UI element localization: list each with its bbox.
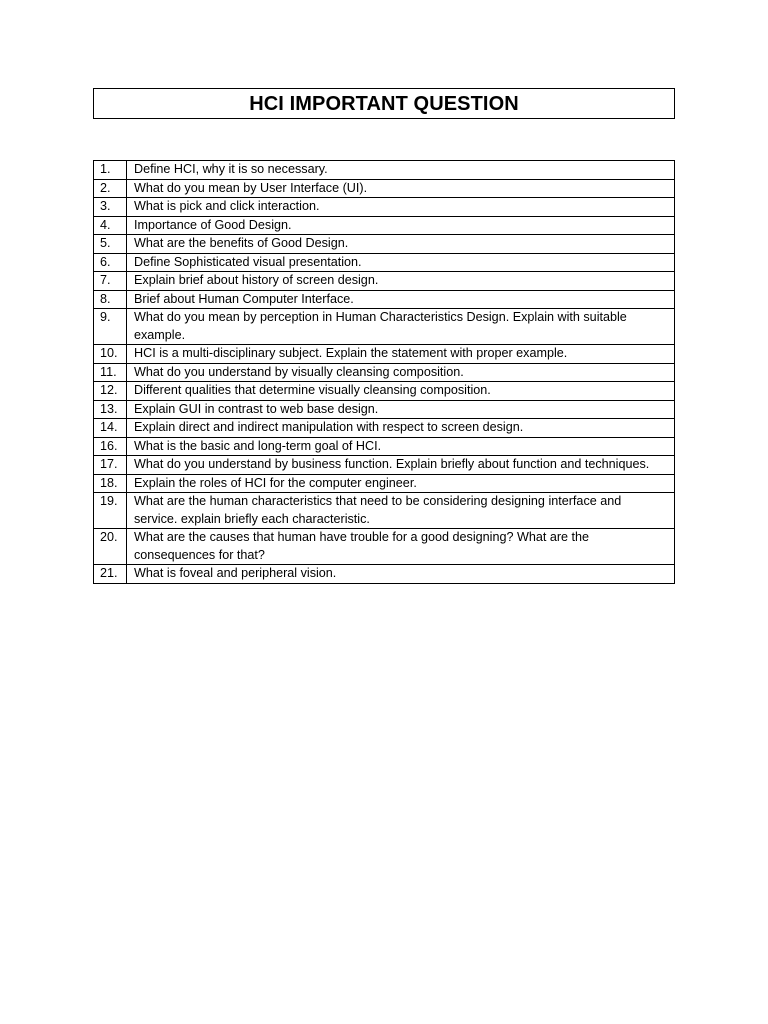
page-title: HCI IMPORTANT QUESTION (249, 92, 519, 115)
question-text: Explain brief about history of screen design. (127, 272, 675, 291)
question-number: 10. (94, 345, 127, 364)
table-row (94, 419, 675, 438)
question-number: 13. (94, 400, 127, 419)
question-text: Explain GUI in contrast to web base design. (127, 400, 675, 419)
question-number: 6. (94, 253, 127, 272)
question-text: What are the human characteristics that need to be considering designing interface and service. explain briefly each characteristic. (127, 493, 675, 529)
table-row (94, 400, 675, 419)
question-number: 18. (94, 474, 127, 493)
table-row (94, 456, 675, 475)
table-row (94, 198, 675, 217)
question-text: What do you understand by business function. Explain briefly about function and techniques. (127, 456, 675, 475)
question-text: Explain the roles of HCI for the computer engineer. (127, 474, 675, 493)
question-number: 12. (94, 382, 127, 401)
question-text: What are the causes that human have trouble for a good designing? What are the consequences for that? (127, 529, 675, 565)
question-number: 21. (94, 565, 127, 584)
question-text: What do you understand by visually cleansing composition. (127, 363, 675, 382)
table-row (94, 437, 675, 456)
question-number: 19. (94, 493, 127, 529)
table-row (94, 382, 675, 401)
table-row (94, 290, 675, 309)
question-number: 7. (94, 272, 127, 291)
question-text: Define HCI, why it is so necessary. (127, 161, 675, 180)
table-row (94, 216, 675, 235)
question-number: 2. (94, 179, 127, 198)
question-text: Define Sophisticated visual presentation. (127, 253, 675, 272)
table-row (94, 253, 675, 272)
table-row (94, 529, 675, 565)
question-number: 14. (94, 419, 127, 438)
question-text: What is foveal and peripheral vision. (127, 565, 675, 584)
table-row (94, 309, 675, 345)
question-text: Different qualities that determine visually cleansing composition. (127, 382, 675, 401)
table-row (94, 345, 675, 364)
questions-table (93, 160, 675, 584)
question-text: HCI is a multi-disciplinary subject. Explain the statement with proper example. (127, 345, 675, 364)
question-number: 1. (94, 161, 127, 180)
question-text: What do you mean by User Interface (UI). (127, 179, 675, 198)
question-text: Explain direct and indirect manipulation with respect to screen design. (127, 419, 675, 438)
table-row (94, 272, 675, 291)
question-number: 5. (94, 235, 127, 254)
table-row (94, 235, 675, 254)
question-number: 17. (94, 456, 127, 475)
question-text: What are the benefits of Good Design. (127, 235, 675, 254)
table-row (94, 474, 675, 493)
question-text: Brief about Human Computer Interface. (127, 290, 675, 309)
table-row (94, 179, 675, 198)
question-number: 20. (94, 529, 127, 565)
question-text: Importance of Good Design. (127, 216, 675, 235)
table-row (94, 363, 675, 382)
table-row (94, 565, 675, 584)
table-row (94, 161, 675, 180)
question-number: 3. (94, 198, 127, 217)
question-text: What do you mean by perception in Human Characteristics Design. Explain with suitable example. (127, 309, 675, 345)
title-box (93, 88, 675, 119)
question-number: 9. (94, 309, 127, 345)
question-number: 4. (94, 216, 127, 235)
question-text: What is the basic and long-term goal of HCI. (127, 437, 675, 456)
table-row (94, 493, 675, 529)
question-text: What is pick and click interaction. (127, 198, 675, 217)
question-number: 16. (94, 437, 127, 456)
question-number: 8. (94, 290, 127, 309)
question-number: 11. (94, 363, 127, 382)
